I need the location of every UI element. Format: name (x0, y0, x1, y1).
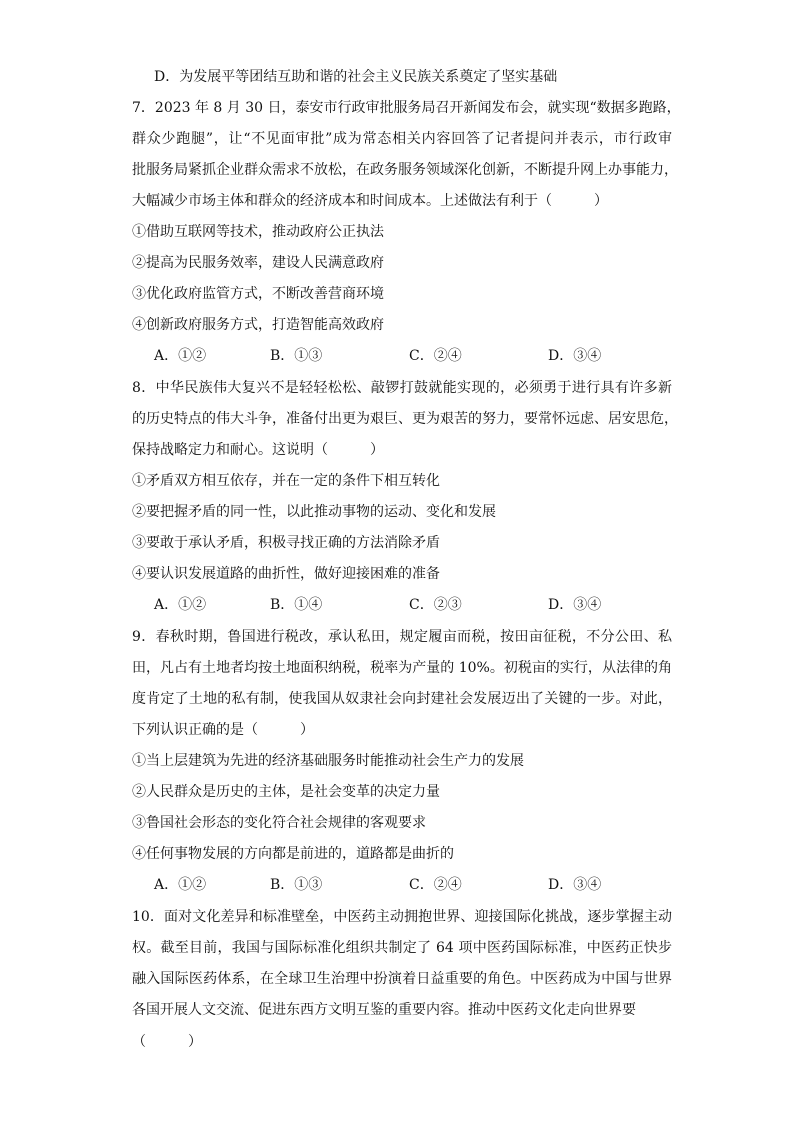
q7-option-b[interactable]: B．①③ (270, 348, 323, 364)
q7-option-d[interactable]: D．③④ (548, 348, 602, 364)
q9-options (154, 876, 674, 894)
q8-option-d[interactable]: D．③④ (548, 597, 602, 613)
q8-stem-line: 的历史特点的伟大斗争，准备付出更为艰巨、更为艰苦的努力，要常怀远虑、居安思危， (132, 411, 678, 427)
q10-stem-line: 各国开展人文交流、促进东西方文明互鉴的重要内容。推动中医药文化走向世界要 (132, 1002, 636, 1018)
q8-statement-2: ②要把握矛盾的同一性，以此推动事物的运动、变化和发展 (132, 504, 496, 520)
q7-statement-1: ①借助互联网等技术，推动政府公正执法 (132, 224, 384, 240)
q9-option-c[interactable]: C．②④ (409, 877, 462, 893)
q10-answer-blank: （ ） (132, 1034, 202, 1050)
q7-stem-line: 群众少跑腿”，让“不见面审批”成为常态相关内容回答了记者提问并表示，市行政审 (132, 131, 672, 147)
q10-stem-line: 融入国际医药体系，在全球卫生治理中扮演着日益重要的角色。中医药成为中国与世界 (132, 971, 672, 987)
q8-options (154, 596, 674, 614)
q7-statement-2: ②提高为民服务效率，建设人民满意政府 (132, 255, 384, 271)
q7-stem-line: 大幅减少市场主体和群众的经济成本和时间成本。上述做法有利于（ ） (132, 193, 608, 209)
q9-stem-line: 度肯定了土地的私有制，使我国从奴隶社会向封建社会发展迈出了关键的一步。对此， (132, 691, 672, 707)
q8-statement-3: ③要敢于承认矛盾，积极寻找正确的方法消除矛盾 (132, 535, 440, 551)
q8-option-a[interactable]: A．①② (154, 597, 207, 613)
q9-stem-line: 9．春秋时期，鲁国进行税改，承认私田，规定履亩而税，按田亩征税，不分公田、私 (132, 629, 672, 645)
q7-stem-line: 7．2023 年 8 月 30 日，泰安市行政审批服务局召开新闻发布会，就实现“数据多跑路， (132, 100, 681, 116)
q10-stem-line: 权。截至目前，我国与国际标准化组织共制定了 64 项中医药国际标准，中医药正快步 (132, 940, 672, 956)
q7-option-c[interactable]: C．②④ (409, 348, 462, 364)
q7-option-a[interactable]: A．①② (154, 348, 207, 364)
q9-stem-line: 田，凡占有土地者均按土地面积纳税，税率为产量的 10%。初税亩的实行，从法律的角 (132, 660, 672, 676)
q8-option-b[interactable]: B．①④ (270, 597, 323, 613)
q7-statement-3: ③优化政府监管方式，不断改善营商环境 (132, 286, 384, 302)
q9-stem-line: 下列认识正确的是（ ） (132, 722, 314, 738)
q8-stem-line: 8．中华民族伟大复兴不是轻轻松松、敲锣打鼓就能实现的，必须勇于进行具有许多新 (132, 380, 672, 396)
q8-option-c[interactable]: C．②③ (409, 597, 462, 613)
q9-statement-3: ③鲁国社会形态的变化符合社会规律的客观要求 (132, 815, 426, 831)
q8-stem-line: 保持战略定力和耐心。这说明（ ） (132, 442, 384, 458)
q8-statement-4: ④要认识发展道路的曲折性，做好迎接困难的准备 (132, 566, 440, 582)
q9-option-d[interactable]: D．③④ (548, 877, 602, 893)
q8-statement-1: ①矛盾双方相互依存，并在一定的条件下相互转化 (132, 473, 440, 489)
q9-statement-2: ②人民群众是历史的主体，是社会变革的决定力量 (132, 784, 440, 800)
q9-statement-1: ①当上层建筑为先进的经济基础服务时能推动社会生产力的发展 (132, 753, 524, 769)
q7-statement-4: ④创新政府服务方式，打造智能高效政府 (132, 317, 384, 333)
q7-stem-line: 批服务局紧抓企业群众需求不放松，在政务服务领域深化创新，不断提升网上办事能力， (132, 162, 678, 178)
q9-option-b[interactable]: B．①③ (270, 877, 323, 893)
q7-options (154, 347, 674, 365)
q9-option-a[interactable]: A．①② (154, 877, 207, 893)
q10-stem-line: 10．面对文化差异和标准壁垒，中医药主动拥抱世界、迎接国际化挑战，逐步掌握主动 (132, 909, 672, 925)
q6-option-d: D．为发展平等团结互助和谐的社会主义民族关系奠定了坚实基础 (154, 69, 558, 85)
q9-statement-4: ④任何事物发展的方向都是前进的，道路都是曲折的 (132, 846, 454, 862)
